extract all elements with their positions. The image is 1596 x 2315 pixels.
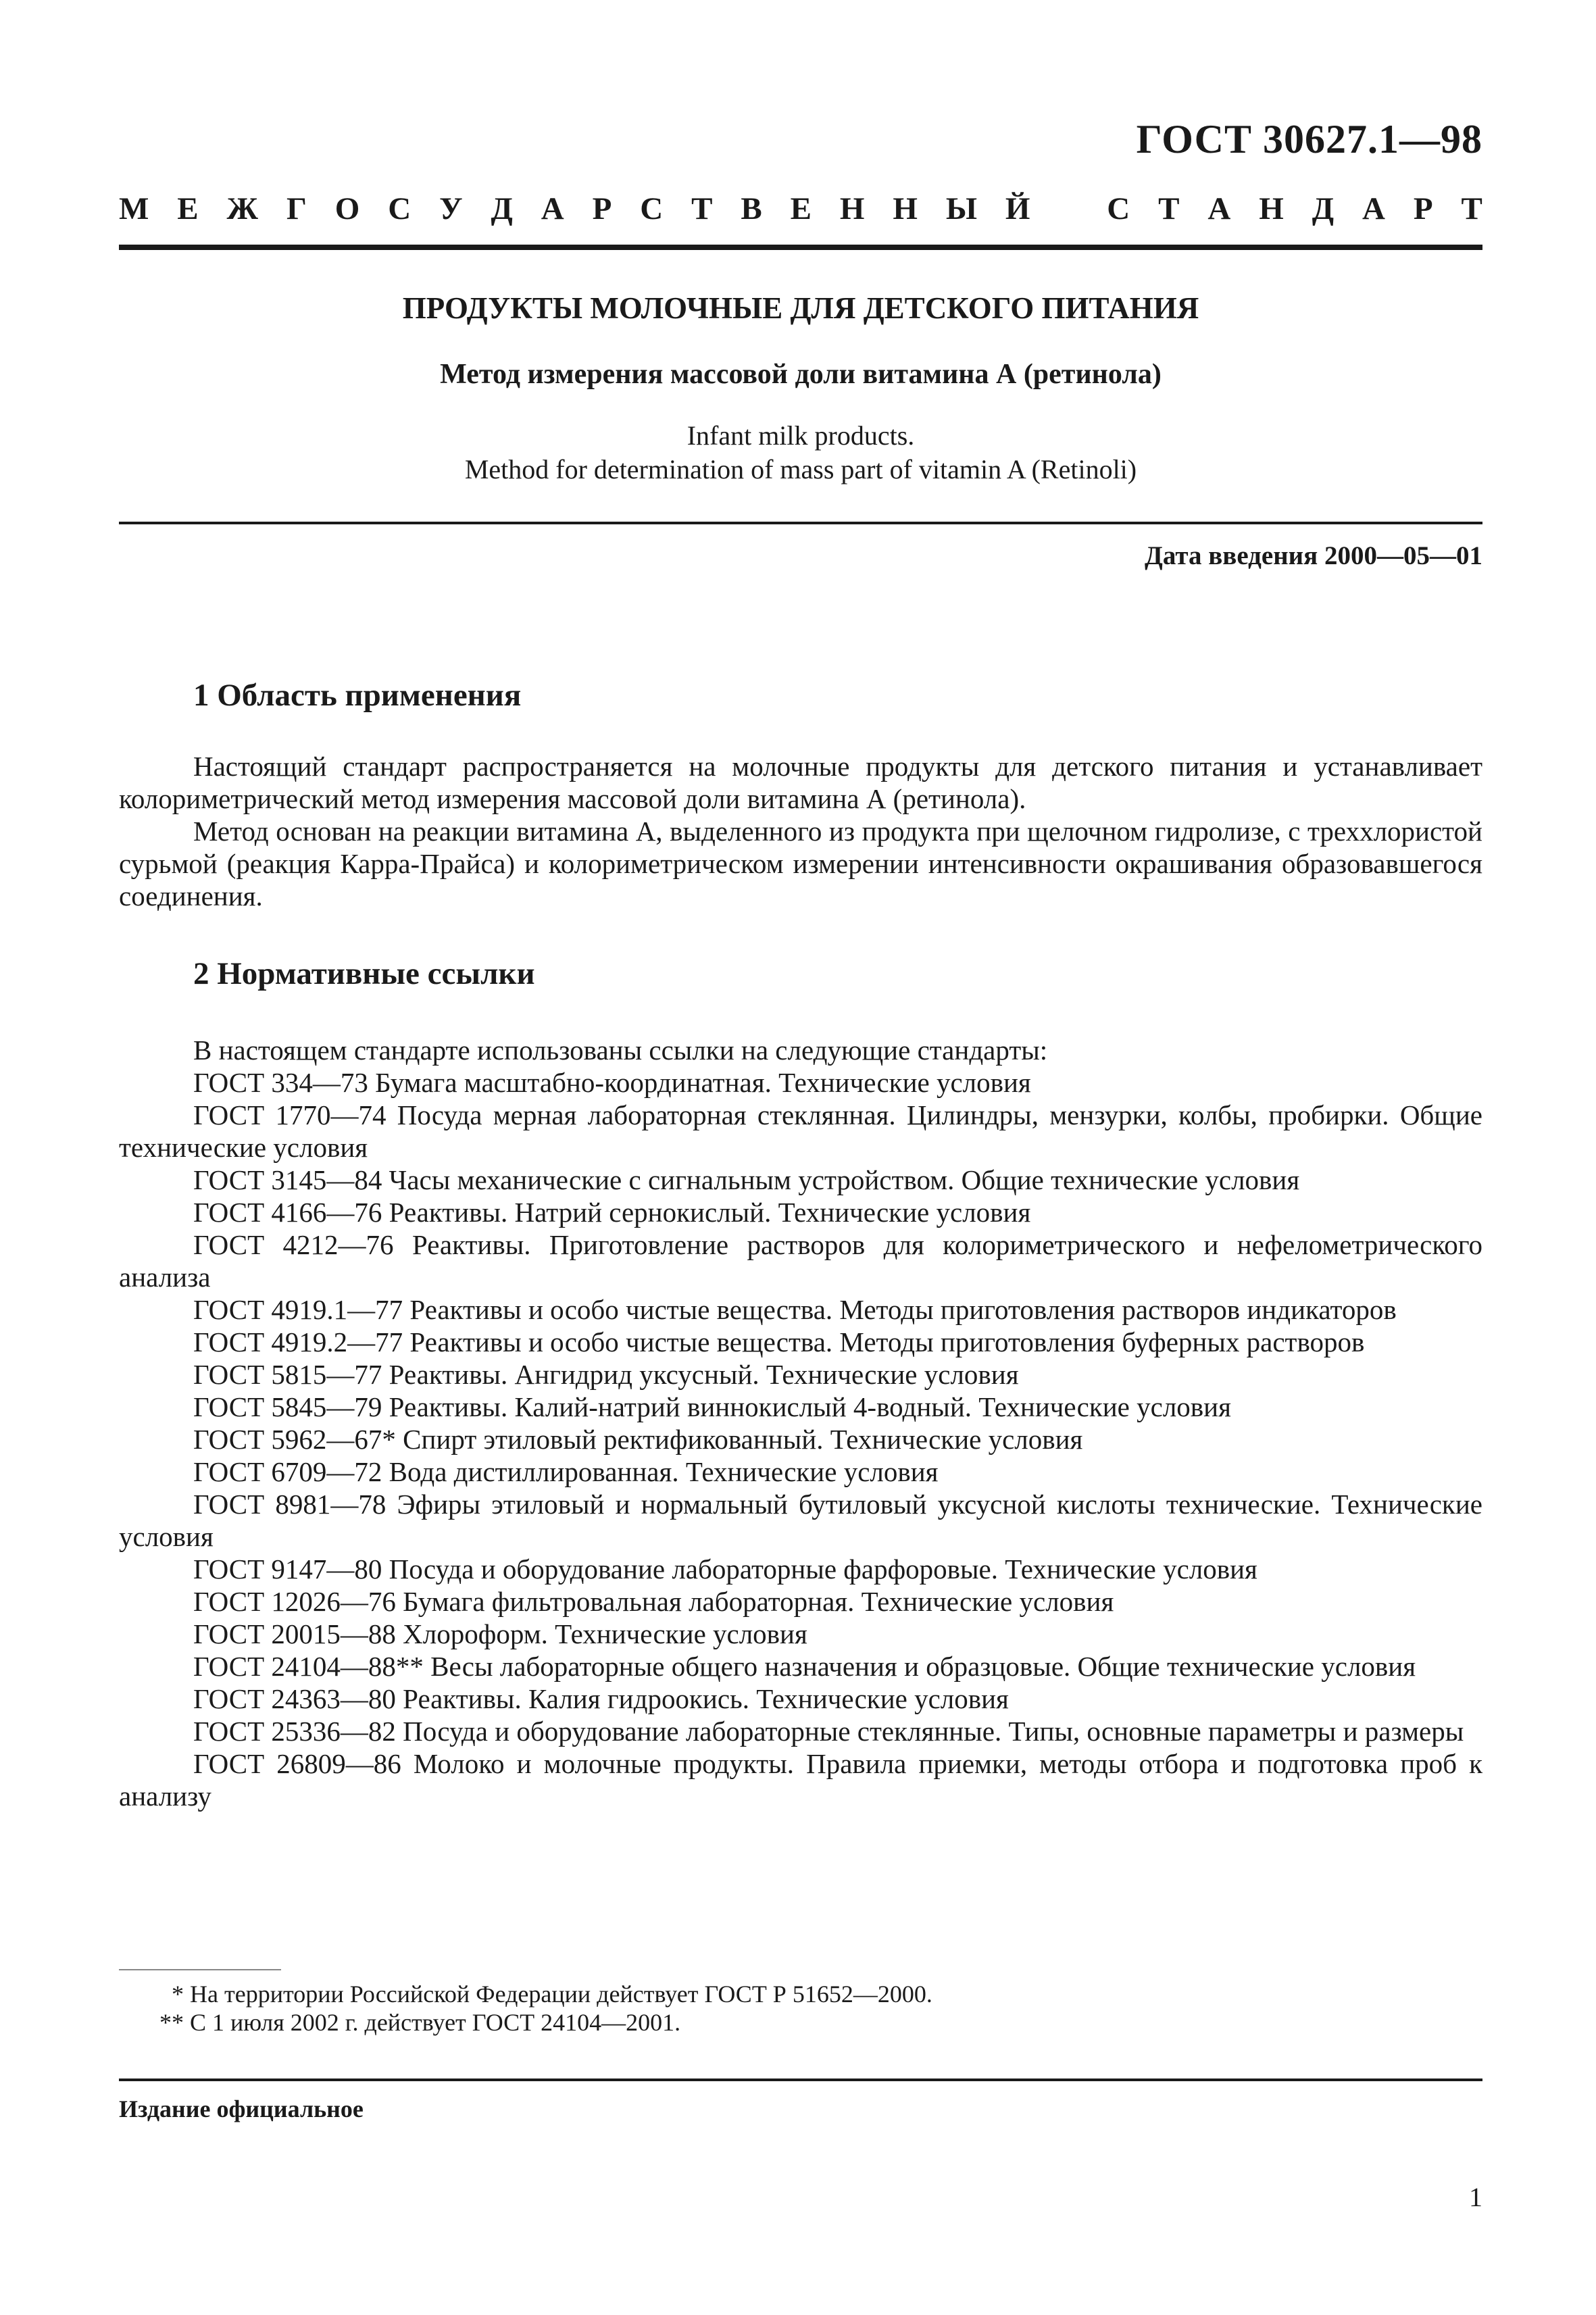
reference-item: ГОСТ 9147—80 Посуда и оборудование лабораторные фарфоровые. Технические условия (193, 1553, 1257, 1585)
section-1-heading: 1 Область применения (193, 678, 522, 713)
banner-letter: Е (790, 191, 812, 226)
reference-item: ГОСТ 24104—88** Весы лабораторные общего назначения и образцовые. Общие технические условия (193, 1651, 1416, 1682)
reference-item: ГОСТ 5815—77 Реактивы. Ангидрид уксусный. Технические условия (193, 1359, 1019, 1390)
banner-letter: Н (893, 191, 918, 226)
english-title-line-1: Infant milk products. (687, 420, 915, 451)
reference-item: ГОСТ 4919.1—77 Реактивы и особо чистые вещества. Методы приготовления растворов индикаторов (193, 1294, 1397, 1325)
reference-item: ГОСТ 20015—88 Хлороформ. Технические условия (193, 1618, 807, 1649)
banner-letter: Д (491, 191, 513, 226)
banner-letter: О (334, 191, 360, 226)
edition-note: Издание официальное (119, 2095, 364, 2122)
banner-letter: С (1107, 191, 1130, 226)
banner-letter: Р (1413, 191, 1433, 226)
banner-letter: Т (691, 191, 713, 226)
footnote: * На территории Российской Федерации действует ГОСТ Р 51652—2000. (172, 1981, 932, 2008)
reference-item: ГОСТ 12026—76 Бумага фильтровальная лабораторная. Технические условия (193, 1586, 1114, 1617)
section-1-paragraph: Настоящий стандарт распространяется на молочные продукты для детского питания и устанавливает колориметрический метод измерения массовой доли витамина А (ретинола). (119, 751, 1482, 814)
banner-letter: Н (839, 191, 865, 226)
banner-gap (1058, 191, 1078, 227)
interstate-standard-banner (119, 191, 1482, 227)
section-1-body (119, 750, 1482, 912)
footnotes (119, 1980, 1482, 2037)
banner-letter: А (1207, 191, 1231, 226)
reference-item: ГОСТ 4166—76 Реактивы. Натрий сернокислый. Технические условия (193, 1197, 1031, 1228)
title-rule (119, 522, 1482, 524)
reference-item: ГОСТ 334—73 Бумага масштабно-координатная. Технические условия (193, 1067, 1031, 1098)
banner-letter: Н (1259, 191, 1284, 226)
banner-letter: Г (286, 191, 307, 226)
document-title: ПРОДУКТЫ МОЛОЧНЫЕ ДЛЯ ДЕТСКОГО ПИТАНИЯ (402, 291, 1199, 325)
reference-list (119, 1066, 1482, 1812)
banner-letter: У (439, 191, 463, 226)
section-1-paragraph: Метод основан на реакции витамина А, выделенного из продукта при щелочном гидролизе, с треххлористой сурьмой (реакция Карра-Прайса) и колориметрическом измерении интенсивности окрашивания образовавшегося соединения. (119, 816, 1482, 912)
gost-number: ГОСТ 30627.1—98 (1136, 117, 1482, 161)
reference-item: ГОСТ 26809—86 Молоко и молочные продукты. Правила приемки, методы отбора и подготовка проб к анализу (119, 1748, 1482, 1812)
banner-letter: С (388, 191, 412, 226)
reference-item: ГОСТ 24363—80 Реактивы. Калия гидроокись. Технические условия (193, 1683, 1009, 1714)
footnote-rule (119, 1969, 281, 1970)
banner-letter: Е (177, 191, 199, 226)
introduction-date: Дата введения 2000—05—01 (1145, 541, 1482, 570)
banner-letter: М (119, 191, 149, 226)
section-2-body (119, 1034, 1482, 1812)
page-number: 1 (1469, 2182, 1482, 2212)
reference-item: ГОСТ 8981—78 Эфиры этиловый и нормальный бутиловый уксусной кислоты технические. Технические условия (119, 1489, 1482, 1552)
banner-letter: С (640, 191, 664, 226)
reference-item: ГОСТ 5962—67* Спирт этиловый ректификованный. Технические условия (193, 1424, 1083, 1455)
banner-letter: А (1362, 191, 1385, 226)
reference-item: ГОСТ 1770—74 Посуда мерная лабораторная стеклянная. Цилиндры, мензурки, колбы, пробирки. Общие технические условия (119, 1099, 1482, 1163)
reference-item: ГОСТ 3145—84 Часы механические с сигнальным устройством. Общие технические условия (193, 1164, 1300, 1195)
document-subtitle: Метод измерения массовой доли витамина А (ретинола) (440, 359, 1162, 390)
section-2-heading: 2 Нормативные ссылки (193, 956, 535, 991)
english-title (119, 419, 1482, 487)
reference-item: ГОСТ 5845—79 Реактивы. Калий-натрий виннокислый 4-водный. Технические условия (193, 1391, 1231, 1422)
reference-item: ГОСТ 4212—76 Реактивы. Приготовление растворов для колориметрического и нефелометрического анализа (119, 1229, 1482, 1293)
banner-letter: Д (1312, 191, 1335, 226)
banner-letter: Ж (226, 191, 259, 226)
reference-item: ГОСТ 4919.2—77 Реактивы и особо чистые вещества. Методы приготовления буферных растворов (193, 1326, 1365, 1358)
reference-item: ГОСТ 25336—82 Посуда и оборудование лабораторные стеклянные. Типы, основные параметры и размеры (193, 1716, 1464, 1747)
banner-letter: Й (1005, 191, 1030, 226)
banner-letter: А (541, 191, 564, 226)
footnote: ** С 1 июля 2002 г. действует ГОСТ 24104—2001. (159, 2009, 681, 2036)
reference-item: ГОСТ 6709—72 Вода дистиллированная. Технические условия (193, 1456, 939, 1487)
header-rule (119, 245, 1482, 250)
banner-letter: В (741, 191, 762, 226)
footer-rule (119, 2078, 1482, 2081)
banner-letter: Р (592, 191, 612, 226)
banner-letter: Т (1158, 191, 1180, 226)
banner-letter: Ы (945, 191, 977, 226)
section-2-intro: В настоящем стандарте использованы ссылки на следующие стандарты: (193, 1035, 1048, 1066)
english-title-line-2: Method for determination of mass part of vitamin A (Retinoli) (464, 454, 1137, 484)
banner-letter: Т (1461, 191, 1482, 226)
